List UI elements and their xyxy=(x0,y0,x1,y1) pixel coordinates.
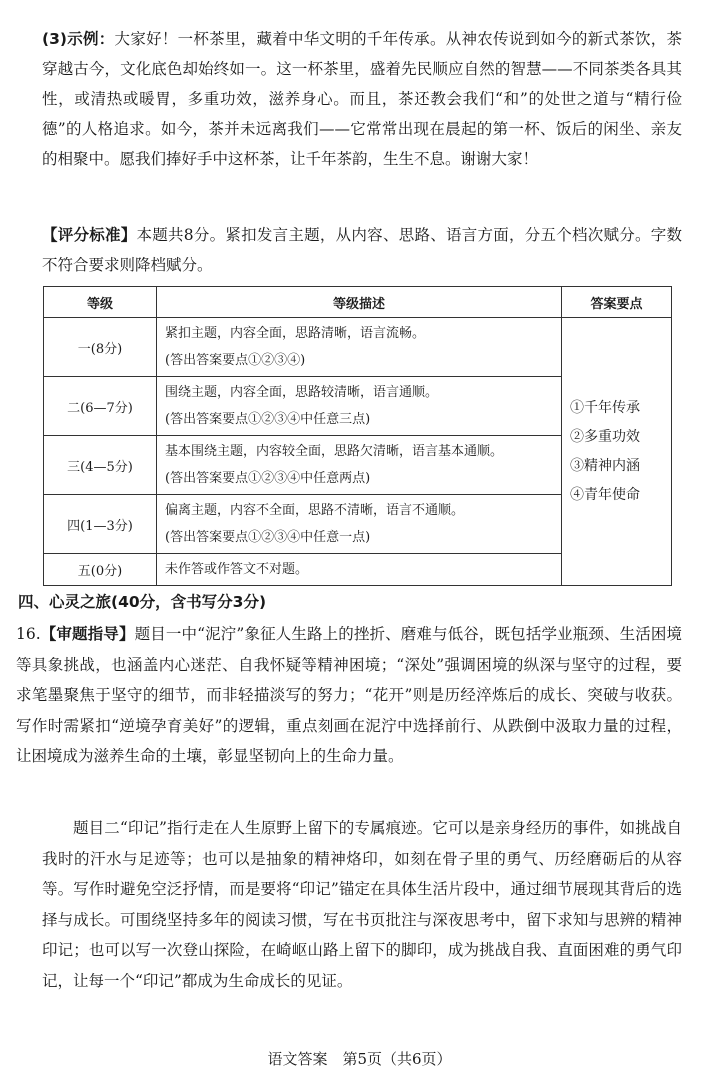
scoring-text: 本题共8分。紧扣发言主题，从内容、思路、语言方面，分五个档次赋分。字数不符合要求则降档赋分。 xyxy=(42,226,682,274)
key-point: ①千年传承 xyxy=(570,399,640,416)
description-cell xyxy=(157,436,562,495)
description-cell xyxy=(157,318,562,377)
grading-table xyxy=(43,286,672,586)
table-row xyxy=(44,318,672,377)
scoring-criteria-paragraph xyxy=(42,220,682,280)
description-line: 偏离主题，内容不全面，思路不清晰，语言不通顺。 xyxy=(165,503,465,518)
level-cell: 三(4—5分) xyxy=(44,436,157,495)
section-four-title: 四、心灵之旅(40分，含书写分3分) xyxy=(18,593,267,611)
sample-label: (3)示例： xyxy=(42,30,115,48)
description-line: 围绕主题，内容全面，思路较清晰，语言通顺。 xyxy=(165,385,439,400)
header-level: 等级 xyxy=(44,287,157,318)
key-point: ②多重功效 xyxy=(570,428,640,445)
scoring-label: 【评分标准】 xyxy=(42,226,137,244)
description-line: 未作答或作答文不对题。 xyxy=(165,562,309,577)
key-points-cell xyxy=(562,318,672,586)
question-16-guidance xyxy=(16,619,682,772)
description-line: 基本围绕主题，内容较全面，思路欠清晰，语言基本通顺。 xyxy=(165,444,504,459)
question-number: 16. xyxy=(16,625,41,643)
level-cell: 四(1—3分) xyxy=(44,495,157,554)
table-header-row xyxy=(44,287,672,318)
level-cell: 二(6—7分) xyxy=(44,377,157,436)
sample-answer-paragraph xyxy=(42,24,682,174)
guidance-paragraph-1: 题目一中“泥泞”象征人生路上的挫折、磨难与低谷，既包括学业瓶颈、生活困境等具象挑战，也涵盖内心迷茫、自我怀疑等精神困境；“深处”强调困境的纵深与坚守的过程，要求笔墨聚焦于坚守的细节，而非轻描淡写的努力；“花开”则是历经淬炼后的成长、突破与收获。写作时需紧扣“逆境孕育美好”的逻辑，重点刻画在泥泞中选择前行、从跌倒中汲取力量的过程，让困境成为滋养生命的土壤，彰显坚韧向上的生命力量。 xyxy=(16,625,682,765)
description-note: (答出答案要点①②③④中任意三点) xyxy=(165,412,371,427)
guidance-label: 【审题指导】 xyxy=(40,625,135,643)
description-line: 紧扣主题，内容全面，思路清晰，语言流畅。 xyxy=(165,326,426,341)
page-footer: 语文答案 第5页（共6页） xyxy=(267,1050,452,1068)
sample-text: 大家好！一杯茶里，藏着中华文明的千年传承。从神农传说到如今的新式茶饮，茶穿越古今，文化底色却始终如一。这一杯茶里，盛着先民顺应自然的智慧——不同茶类各具其性，或清热或暖胃，多重功效，滋养身心。而且，茶还教会我们“和”的处世之道与“精行俭德”的人格追求。如今，茶并未远离我们——它常常出现在晨起的第一杯、饭后的闲坐、亲友的相聚中。愿我们捧好手中这杯茶，让千年茶韵，生生不息。谢谢大家！ xyxy=(42,30,683,168)
description-cell xyxy=(157,554,562,586)
description-cell xyxy=(157,495,562,554)
header-key-points: 答案要点 xyxy=(562,287,672,318)
guidance-paragraph-2: 题目二“印记”指行走在人生原野上留下的专属痕迹。它可以是亲身经历的事件，如挑战自我时的汗水与足迹等；也可以是抽象的精神烙印，如刻在骨子里的勇气、历经磨砺后的从容等。写作时避免空泛抒情，而是要将“印记”锚定在具体生活片段中，通过细节展现其背后的选择与成长。可围绕坚持多年的阅读习惯，写在书页批注与深夜思考中，留下求知与思辨的精神印记；也可以写一次登山探险，在崎岖山路上留下的脚印，成为挑战自我、直面困难的勇气印记，让每一个“印记”都成为生命成长的见证。 xyxy=(42,819,682,990)
header-description: 等级描述 xyxy=(157,287,562,318)
description-note: (答出答案要点①②③④) xyxy=(165,353,306,368)
level-cell: 一(8分) xyxy=(44,318,157,377)
description-cell xyxy=(157,377,562,436)
key-point: ④青年使命 xyxy=(570,486,640,503)
description-note: (答出答案要点①②③④中任意两点) xyxy=(165,471,371,486)
level-cell: 五(0分) xyxy=(44,554,157,586)
description-note: (答出答案要点①②③④中任意一点) xyxy=(165,530,371,545)
key-point: ③精神内涵 xyxy=(570,457,640,474)
